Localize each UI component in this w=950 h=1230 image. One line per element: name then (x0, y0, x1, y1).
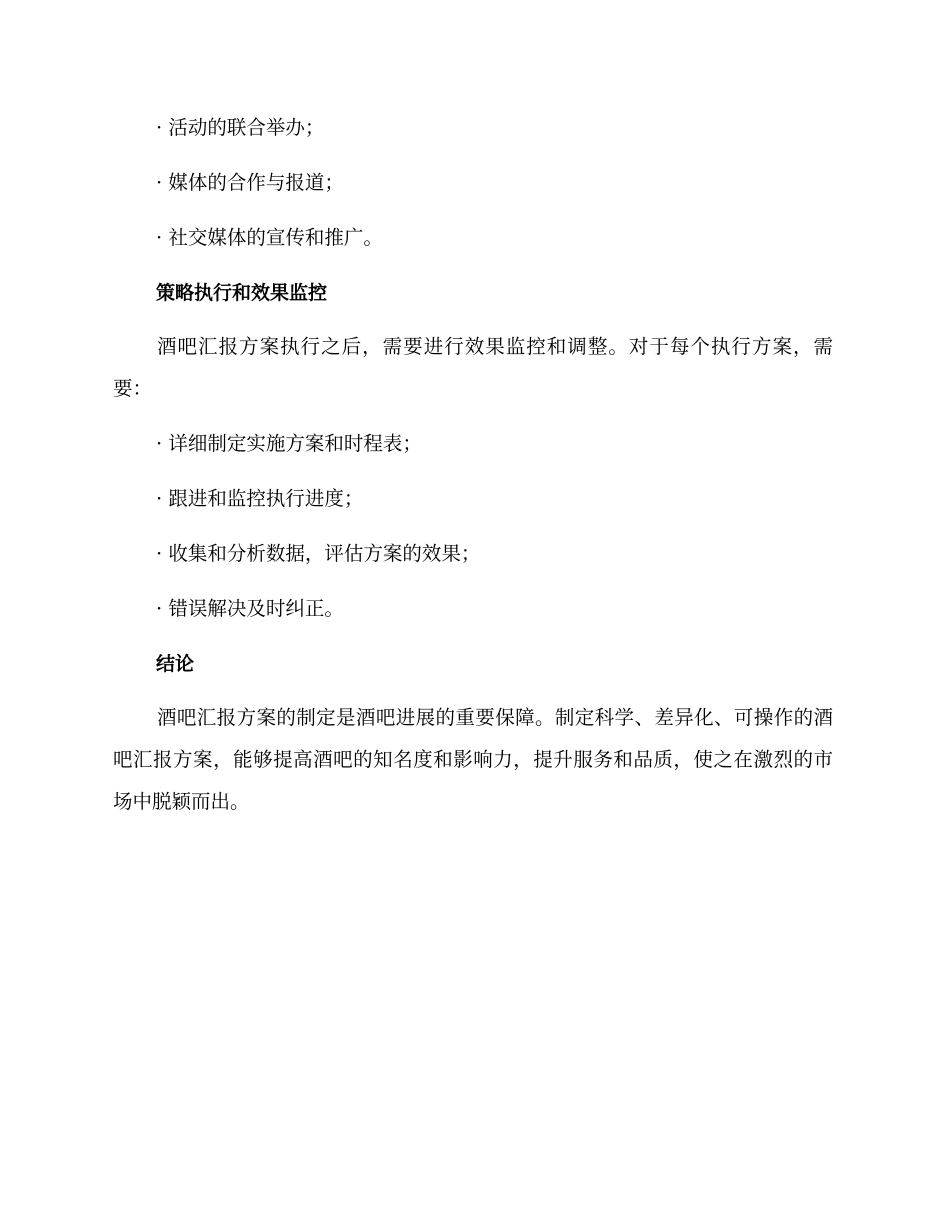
bullet-item: · 媒体的合作与报道； (156, 171, 344, 194)
bullet-item: · 社交媒体的宣传和推广。 (156, 226, 383, 249)
section-heading: 策略执行和效果监控 (156, 282, 328, 304)
section-heading: 结论 (156, 653, 195, 675)
bullet-item: · 详细制定实施方案和时程表； (156, 432, 422, 455)
bullet-item: · 错误解决及时纠正。 (156, 597, 344, 620)
body-paragraph: 酒吧汇报方案执行之后，需要进行效果监控和调整。对于每个执行方案，需要： (113, 335, 833, 400)
bullet-item: · 跟进和监控执行进度； (156, 487, 364, 510)
bullet-item: · 活动的联合举办； (156, 116, 325, 139)
bullet-item: · 收集和分析数据，评估方案的效果； (156, 542, 481, 565)
body-paragraph: 酒吧汇报方案的制定是酒吧进展的重要保障。制定科学、差异化、可操作的酒吧汇报方案，能够提高酒吧的知名度和影响力，提升服务和品质，使之在激烈的市场中脱颖而出。 (113, 706, 833, 813)
